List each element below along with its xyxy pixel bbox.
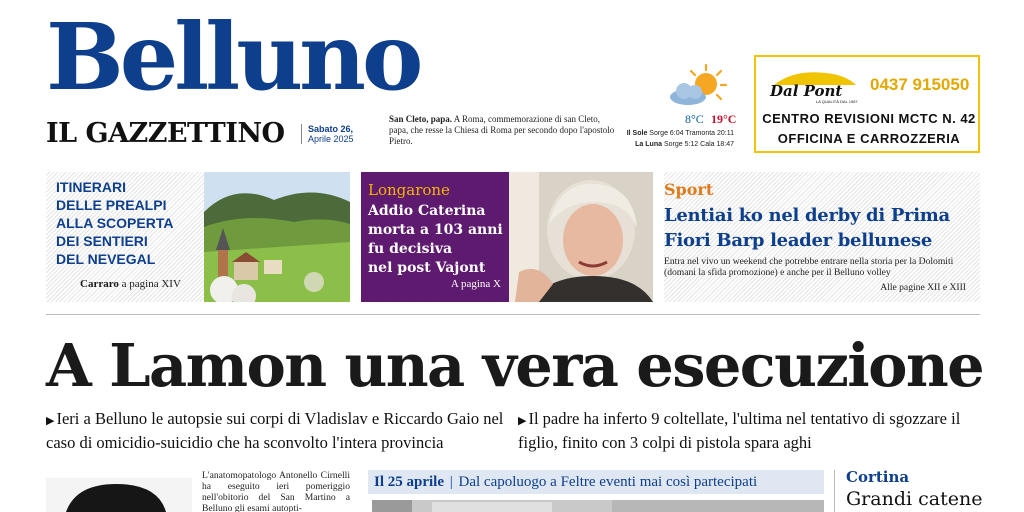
teaser-itinerari-title: ITINERARI DELLE PREALPI ALLA SCOPERTA DEI SENTIERI DEL NEVEGAL [56,179,174,267]
teaser-itinerari[interactable] [46,172,204,302]
teaser-itinerari-ref [80,278,181,290]
sun-times [600,129,734,138]
moon-times [600,140,734,149]
teaser-sport-kicker: Sport [664,180,714,199]
ad-line1: CENTRO REVISIONI MCTC N. 42 [762,111,976,126]
dal-pont-ad[interactable] [754,55,980,153]
april-25-photo [372,500,824,512]
triangle-bullet-icon: ▶ [46,415,55,427]
temp-max: 19°C [711,112,737,126]
lead-sub-right [518,408,988,454]
paper-name: IL GAZZETTINO [46,118,285,149]
issue-date-month: Aprile 2025 [308,134,354,144]
teaser-longarone[interactable] [361,172,509,302]
issue-date-day: Sabato 26, [308,124,354,134]
saint-text: A Roma, commemorazione di san Cleto, papa, che resse la Chiesa di Roma per secondo dopo l'apostolo Pietro. [389,114,615,146]
triangle-bullet-icon: ▶ [518,415,527,427]
ad-tagline: LA QUALITÀ DAL 1967 [816,99,858,104]
cortina-kicker: Cortina [846,468,910,486]
separator: | [446,474,457,490]
sun-cloud-icon [666,62,732,108]
sun-text: Sorge 6:04 Tramonta 20:11 [647,130,734,137]
teaser-longarone-kicker: Longarone [368,181,450,199]
april-25-bar[interactable] [368,470,824,494]
cortina-headline[interactable]: Grandi catene [846,488,983,510]
ad-line2: OFFICINA E CARROZZERIA [777,131,961,146]
lead-column-text: L'anatomopatologo Antonello Cirnelli ha eseguito ieri pomeriggio nell'obitorio del San Martino a Belluno gli esami autopti- [202,470,350,512]
lead-headline[interactable]: A Lamon una vera esecuzione [46,331,984,400]
portrait-caterina-photo [509,172,653,302]
teaser-itinerari-page: a pagina XIV [118,278,181,290]
teaser-sport[interactable] [664,172,980,302]
lead-sub-left-text: Ieri a Belluno le autopsie sui corpi di Vladislav e Riccardo Gaio nel caso di omicidio-suicidio che ha sconvolto l'intera provincia [46,409,504,452]
teaser-sport-ref: Alle pagine XII e XIII [880,282,966,293]
saint-name: San Cleto, papa. [389,114,453,124]
ad-brand: Dal Pont [770,82,843,100]
mountain-village-photo [204,172,350,302]
moon-text: Sorge 5:12 Cala 18:47 [662,141,734,148]
section-divider [46,314,980,315]
temp-min: 8°C [685,112,704,126]
teaser-longarone-headline: Addio Caterina morta a 103 anni fu decisiva nel post Vajont [368,203,503,276]
saint-of-the-day [389,114,621,147]
teaser-sport-headline: Lentiai ko nel derby di Prima Fiori Barp leader bellunese [664,205,950,251]
issue-date [301,124,357,144]
ad-phone: 0437 915050 [870,75,970,94]
lead-person-photo [46,478,192,512]
column-divider [834,470,835,512]
sun-label: Il Sole [626,130,648,137]
april-25-kicker: Il 25 aprile [374,474,444,490]
teaser-longarone-ref: A pagina X [450,278,501,290]
lead-sub-left [46,408,516,454]
dal-pont-logo [764,65,864,105]
lead-sub-right-text: Il padre ha inferto 9 coltellate, l'ultima nel tentativo di sgozzare il figlio, finito con 3 colpi di pistola spara aghi [518,409,961,452]
april-25-text: Dal capoluogo a Feltre eventi mai così partecipati [458,474,758,490]
teaser-sport-body: Entra nel vivo un weekend che potrebbe entrare nella storia per la Dolomiti (domani la sfida promozione) e anche per il Belluno volley [664,256,954,278]
teaser-itinerari-author: Carraro [80,278,119,290]
masthead-title: Belluno [46,3,420,111]
moon-label: La Luna [635,141,662,148]
